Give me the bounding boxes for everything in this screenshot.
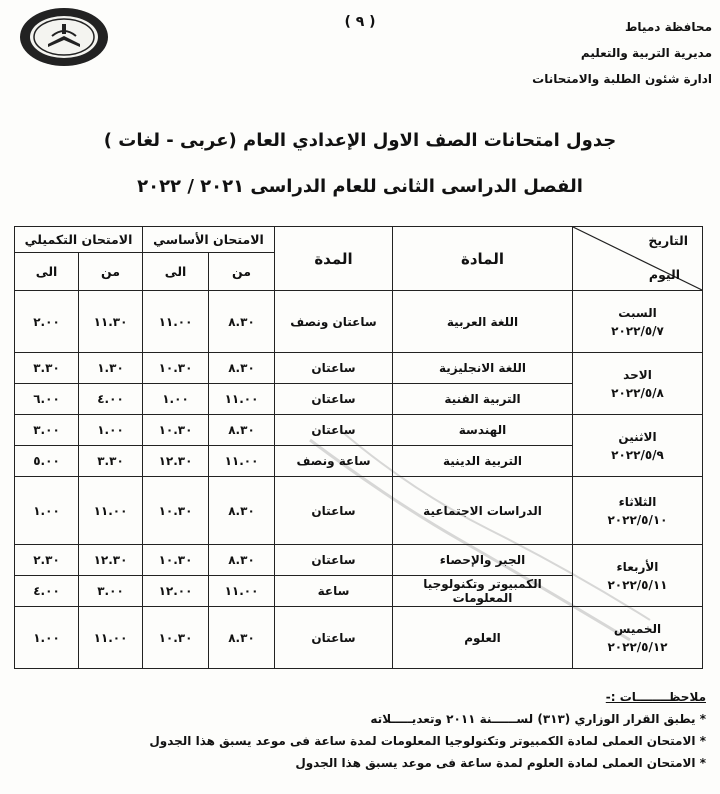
notes-label: ملاحظــــــــات :- bbox=[605, 690, 706, 704]
makeup-from-header: من bbox=[79, 253, 143, 291]
department-name: ادارة شئون الطلبة والامتحانات bbox=[532, 72, 712, 86]
day-cell: الخميس ٢٠٢٢/٥/١٢ bbox=[573, 607, 703, 669]
date-label: التاريخ bbox=[648, 233, 688, 248]
governorate-name: محافظة دمياط bbox=[624, 20, 712, 34]
directorate-name: مديرية التربية والتعليم bbox=[580, 46, 712, 60]
makeup-exam-header: الامتحان التكميلي bbox=[15, 227, 143, 253]
basic-to-cell: ١.٠٠ bbox=[143, 384, 209, 415]
basic-from-cell: ١١.٠٠ bbox=[209, 384, 275, 415]
table-row bbox=[15, 353, 703, 384]
duration-cell: ساعة ونصف bbox=[275, 446, 393, 477]
makeup-to-header: الى bbox=[15, 253, 79, 291]
day-cell: السبت ٢٠٢٢/٥/٧ bbox=[573, 291, 703, 353]
basic-from-cell: ١١.٠٠ bbox=[209, 446, 275, 477]
basic-from-cell: ٨.٣٠ bbox=[209, 353, 275, 384]
makeup-from-cell: ١.٠٠ bbox=[79, 415, 143, 446]
duration-cell: ساعتان ونصف bbox=[275, 291, 393, 353]
basic-from-cell: ٨.٣٠ bbox=[209, 291, 275, 353]
basic-to-cell: ١٠.٣٠ bbox=[143, 415, 209, 446]
duration-cell: ساعتان bbox=[275, 353, 393, 384]
duration-cell: ساعتان bbox=[275, 477, 393, 545]
makeup-from-cell: ١١.٣٠ bbox=[79, 291, 143, 353]
makeup-from-cell: ٣.٣٠ bbox=[79, 446, 143, 477]
subject-header: المادة bbox=[393, 227, 573, 291]
makeup-to-cell: ١.٠٠ bbox=[15, 607, 79, 669]
day-label: اليوم bbox=[648, 267, 680, 282]
basic-from-header: من bbox=[209, 253, 275, 291]
basic-from-cell: ٨.٣٠ bbox=[209, 415, 275, 446]
basic-from-cell: ٨.٣٠ bbox=[209, 477, 275, 545]
makeup-to-cell: ٣.٠٠ bbox=[15, 415, 79, 446]
basic-to-cell: ١٢.٣٠ bbox=[143, 446, 209, 477]
basic-from-cell: ٨.٣٠ bbox=[209, 545, 275, 576]
makeup-to-cell: ٦.٠٠ bbox=[15, 384, 79, 415]
date-day-header bbox=[573, 227, 703, 291]
basic-to-cell: ١٠.٣٠ bbox=[143, 607, 209, 669]
notes-section bbox=[149, 686, 706, 774]
makeup-to-cell: ١.٠٠ bbox=[15, 477, 79, 545]
basic-from-cell: ١١.٠٠ bbox=[209, 576, 275, 607]
makeup-from-cell: ١٢.٣٠ bbox=[79, 545, 143, 576]
note-item: * يطبق القرار الوزاري (٣١٣) لســــــنة ٢٠١١ وتعديـــــلاته bbox=[149, 708, 706, 730]
day-cell: الاحد ٢٠٢٢/٥/٨ bbox=[573, 353, 703, 415]
page-number: ( ٩ ) bbox=[344, 14, 376, 30]
note-item: * الامتحان العملى لمادة الكمبيوتر وتكنولوجيا المعلومات لمدة ساعة فى موعد يسبق هذا الجدول bbox=[149, 730, 706, 752]
subject-cell: الدراسات الاجتماعية bbox=[393, 477, 573, 545]
day-cell: الأربعاء ٢٠٢٢/٥/١١ bbox=[573, 545, 703, 607]
basic-to-cell: ١١.٠٠ bbox=[143, 291, 209, 353]
basic-to-cell: ١٠.٣٠ bbox=[143, 353, 209, 384]
makeup-to-cell: ٢.٣٠ bbox=[15, 545, 79, 576]
day-cell: الاثنين ٢٠٢٢/٥/٩ bbox=[573, 415, 703, 477]
basic-to-cell: ١٠.٣٠ bbox=[143, 545, 209, 576]
basic-to-header: الى bbox=[143, 253, 209, 291]
makeup-to-cell: ٥.٠٠ bbox=[15, 446, 79, 477]
makeup-from-cell: ٤.٠٠ bbox=[79, 384, 143, 415]
subject-cell: العلوم bbox=[393, 607, 573, 669]
subject-cell: الكمبيوتر وتكنولوجيا المعلومات bbox=[393, 576, 573, 607]
duration-header: المدة bbox=[275, 227, 393, 291]
note-item: * الامتحان العملى لمادة العلوم لمدة ساعة فى موعد يسبق هذا الجدول bbox=[149, 752, 706, 774]
duration-cell: ساعتان bbox=[275, 607, 393, 669]
table-row bbox=[15, 607, 703, 669]
makeup-from-cell: ١١.٠٠ bbox=[79, 607, 143, 669]
duration-cell: ساعتان bbox=[275, 384, 393, 415]
duration-cell: ساعتان bbox=[275, 545, 393, 576]
makeup-to-cell: ٢.٠٠ bbox=[15, 291, 79, 353]
basic-to-cell: ١٠.٣٠ bbox=[143, 477, 209, 545]
makeup-from-cell: ١١.٠٠ bbox=[79, 477, 143, 545]
basic-from-cell: ٨.٣٠ bbox=[209, 607, 275, 669]
day-cell: الثلاثاء ٢٠٢٢/٥/١٠ bbox=[573, 477, 703, 545]
basic-to-cell: ١٢.٠٠ bbox=[143, 576, 209, 607]
makeup-to-cell: ٣.٣٠ bbox=[15, 353, 79, 384]
exam-schedule-table bbox=[14, 226, 703, 669]
table-row bbox=[15, 545, 703, 576]
subject-cell: اللغة العربية bbox=[393, 291, 573, 353]
subject-cell: اللغة الانجليزية bbox=[393, 353, 573, 384]
makeup-from-cell: ٣.٠٠ bbox=[79, 576, 143, 607]
table-row bbox=[15, 477, 703, 545]
makeup-from-cell: ١.٣٠ bbox=[79, 353, 143, 384]
duration-cell: ساعة bbox=[275, 576, 393, 607]
page-title: جدول امتحانات الصف الاول الإعدادي العام (عربى - لغات ) bbox=[103, 130, 617, 151]
header-block bbox=[532, 14, 712, 92]
subject-cell: التربية الفنية bbox=[393, 384, 573, 415]
subject-cell: الهندسة bbox=[393, 415, 573, 446]
duration-cell: ساعتان bbox=[275, 415, 393, 446]
subject-cell: التربية الدينية bbox=[393, 446, 573, 477]
page-subtitle: الفصل الدراسى الثانى للعام الدراسى ٢٠٢١ / ٢٠٢٢ bbox=[137, 176, 583, 197]
basic-exam-header: الامتحان الأساسي bbox=[143, 227, 275, 253]
table-row bbox=[15, 415, 703, 446]
subject-cell: الجبر والإحصاء bbox=[393, 545, 573, 576]
makeup-to-cell: ٤.٠٠ bbox=[15, 576, 79, 607]
table-row bbox=[15, 291, 703, 353]
